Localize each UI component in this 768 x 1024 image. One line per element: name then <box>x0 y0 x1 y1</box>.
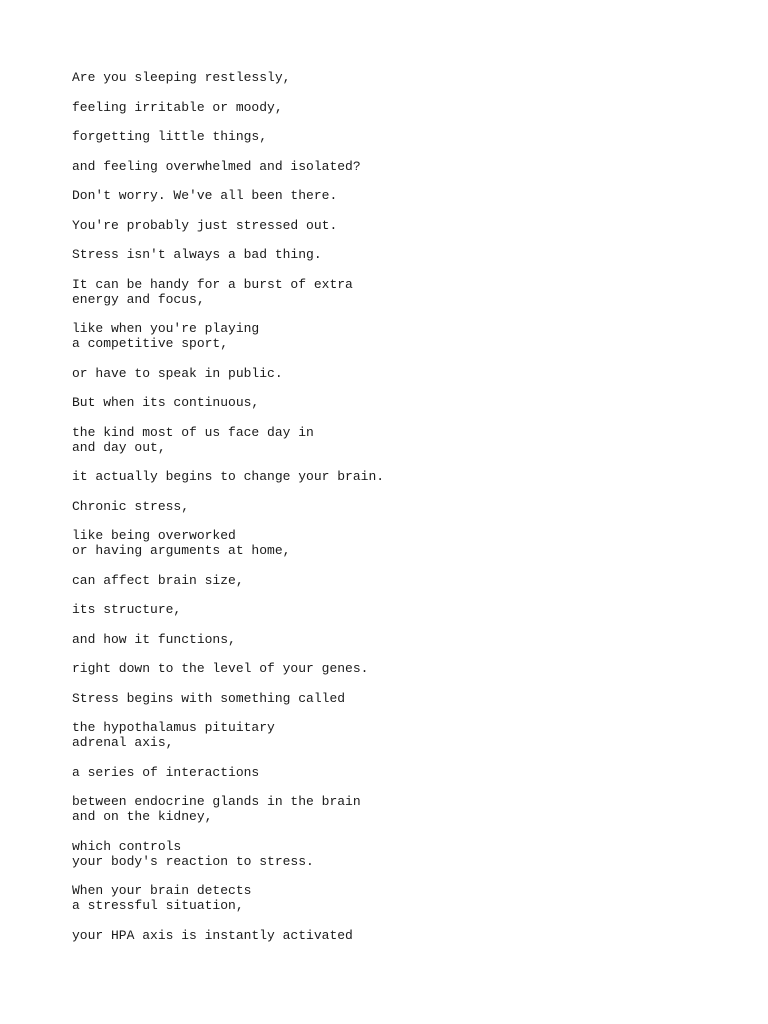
paragraph-23: between endocrine glands in the brain and on the kidney, <box>72 794 361 824</box>
paragraph-26: your HPA axis is instantly activated <box>72 927 353 943</box>
paragraph-3: forgetting little things, <box>72 129 268 144</box>
paragraph-19: right down to the level of your genes. <box>72 661 369 676</box>
paragraph-5: Don't worry. We've all been there. <box>72 188 338 203</box>
paragraph-8: It can be handy for a burst of extra energy and focus, <box>72 276 353 307</box>
paragraph-18: and how it functions, <box>72 631 236 647</box>
paragraph-17: its structure, <box>72 602 182 617</box>
paragraph-20: Stress begins with something called <box>72 690 346 706</box>
paragraph-21: the hypothalamus pituitary adrenal axis, <box>72 720 275 750</box>
paragraph-9: like when you're playing a competitive sport, <box>72 321 260 351</box>
paragraph-4: and feeling overwhelmed and isolated? <box>72 158 361 174</box>
paragraph-16: can affect brain size, <box>72 572 244 588</box>
paragraph-22: a series of interactions <box>72 764 260 780</box>
paragraph-11: But when its continuous, <box>72 395 260 410</box>
paragraph-13: it actually begins to change your brain. <box>72 469 385 484</box>
paragraph-10: or have to speak in public. <box>72 365 283 381</box>
paragraph-12: the kind most of us face day in and day out, <box>72 424 314 455</box>
paragraph-25: When your brain detects a stressful situation, <box>72 883 252 913</box>
paragraph-1: Are you sleeping restlessly, <box>72 70 291 85</box>
paragraph-24: which controls your body's reaction to stress. <box>72 838 314 869</box>
paragraph-15: like being overworked or having arguments at home, <box>72 528 291 558</box>
paragraph-14: Chronic stress, <box>72 498 190 514</box>
paragraph-6: You're probably just stressed out. <box>72 217 338 233</box>
paragraph-2: feeling irritable or moody, <box>72 99 283 115</box>
transcript-text <box>72 70 712 957</box>
paragraph-7: Stress isn't always a bad thing. <box>72 247 322 262</box>
